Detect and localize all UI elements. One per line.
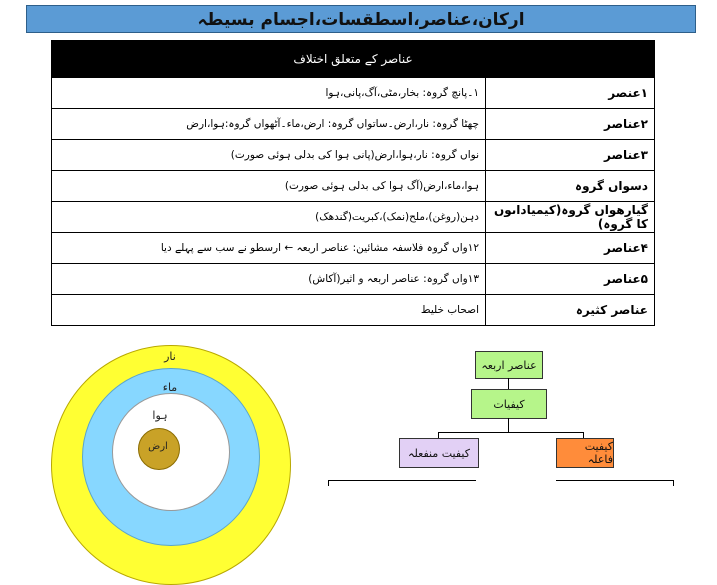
table-row <box>52 295 655 326</box>
row-term: عناصر کثیرہ <box>486 295 655 326</box>
row-term: ۳عناصر <box>486 140 655 171</box>
flow-connector <box>508 378 509 389</box>
page-banner: ارکان،عناصر،اسطقسات،اجسام بسیطہ <box>26 5 696 33</box>
row-term: ۴عناصر <box>486 233 655 264</box>
table-row <box>52 140 655 171</box>
row-desc: نواں گروہ: نار،ہوا،ارض(پانی ہوا کی بدلی ہوئی صورت) <box>52 140 486 171</box>
row-desc: چھٹا گروہ: نار،ارض۔ساتواں گروہ: ارض،ماء۔آٹھواں گروہ:ہوا،ارض <box>52 109 486 140</box>
row-term: گیارھواں گروہ(کیمیاداںوں کا گروہ) <box>486 202 655 233</box>
flow-left-box: کیفیت منفعلہ <box>399 438 479 468</box>
water-label: ماء <box>162 381 178 394</box>
flow-top-box: عناصر اربعہ <box>475 351 543 379</box>
flow-connector <box>328 480 476 481</box>
table-header: عناصر کے متعلق اختلاف <box>52 41 655 78</box>
row-desc: ہوا،ماء،ارض(آگ ہوا کی بدلی ہوئی صورت) <box>52 171 486 202</box>
table-row <box>52 233 655 264</box>
earth-label: ارض <box>148 441 168 452</box>
flow-connector <box>438 432 583 433</box>
row-term: ۲عناصر <box>486 109 655 140</box>
row-desc: دہن(روغن)،ملح(نمک)،کبریت(گندھک) <box>52 202 486 233</box>
table-row <box>52 109 655 140</box>
air-label: ہوا <box>152 409 168 422</box>
flow-connector <box>328 480 329 486</box>
row-desc: اصحاب خلیط <box>52 295 486 326</box>
flow-right-box: کیفیت فاعلہ <box>556 438 614 468</box>
table-row <box>52 78 655 109</box>
row-term: دسواں گروہ <box>486 171 655 202</box>
elements-table <box>51 40 655 326</box>
row-desc: ۱۲واں گروہ فلاسفہ مشائین: عناصر اربعہ ← ارسطو نے سب سے پہلے دیا <box>52 233 486 264</box>
fire-label: نار <box>164 350 176 363</box>
row-desc: ۱۔پانچ گروہ: بخار،مٹی،آگ،پانی،ہوا <box>52 78 486 109</box>
table-row <box>52 202 655 233</box>
table-row <box>52 264 655 295</box>
row-term: ۱عنصر <box>486 78 655 109</box>
flow-connector <box>673 480 674 486</box>
table-row <box>52 171 655 202</box>
flow-connector <box>556 480 674 481</box>
flow-mid-box: کیفیات <box>471 389 547 419</box>
flow-connector <box>508 418 509 432</box>
row-term: ۵عناصر <box>486 264 655 295</box>
row-desc: ۱۳واں گروہ: عناصر اربعہ و اثیر(آکاش) <box>52 264 486 295</box>
